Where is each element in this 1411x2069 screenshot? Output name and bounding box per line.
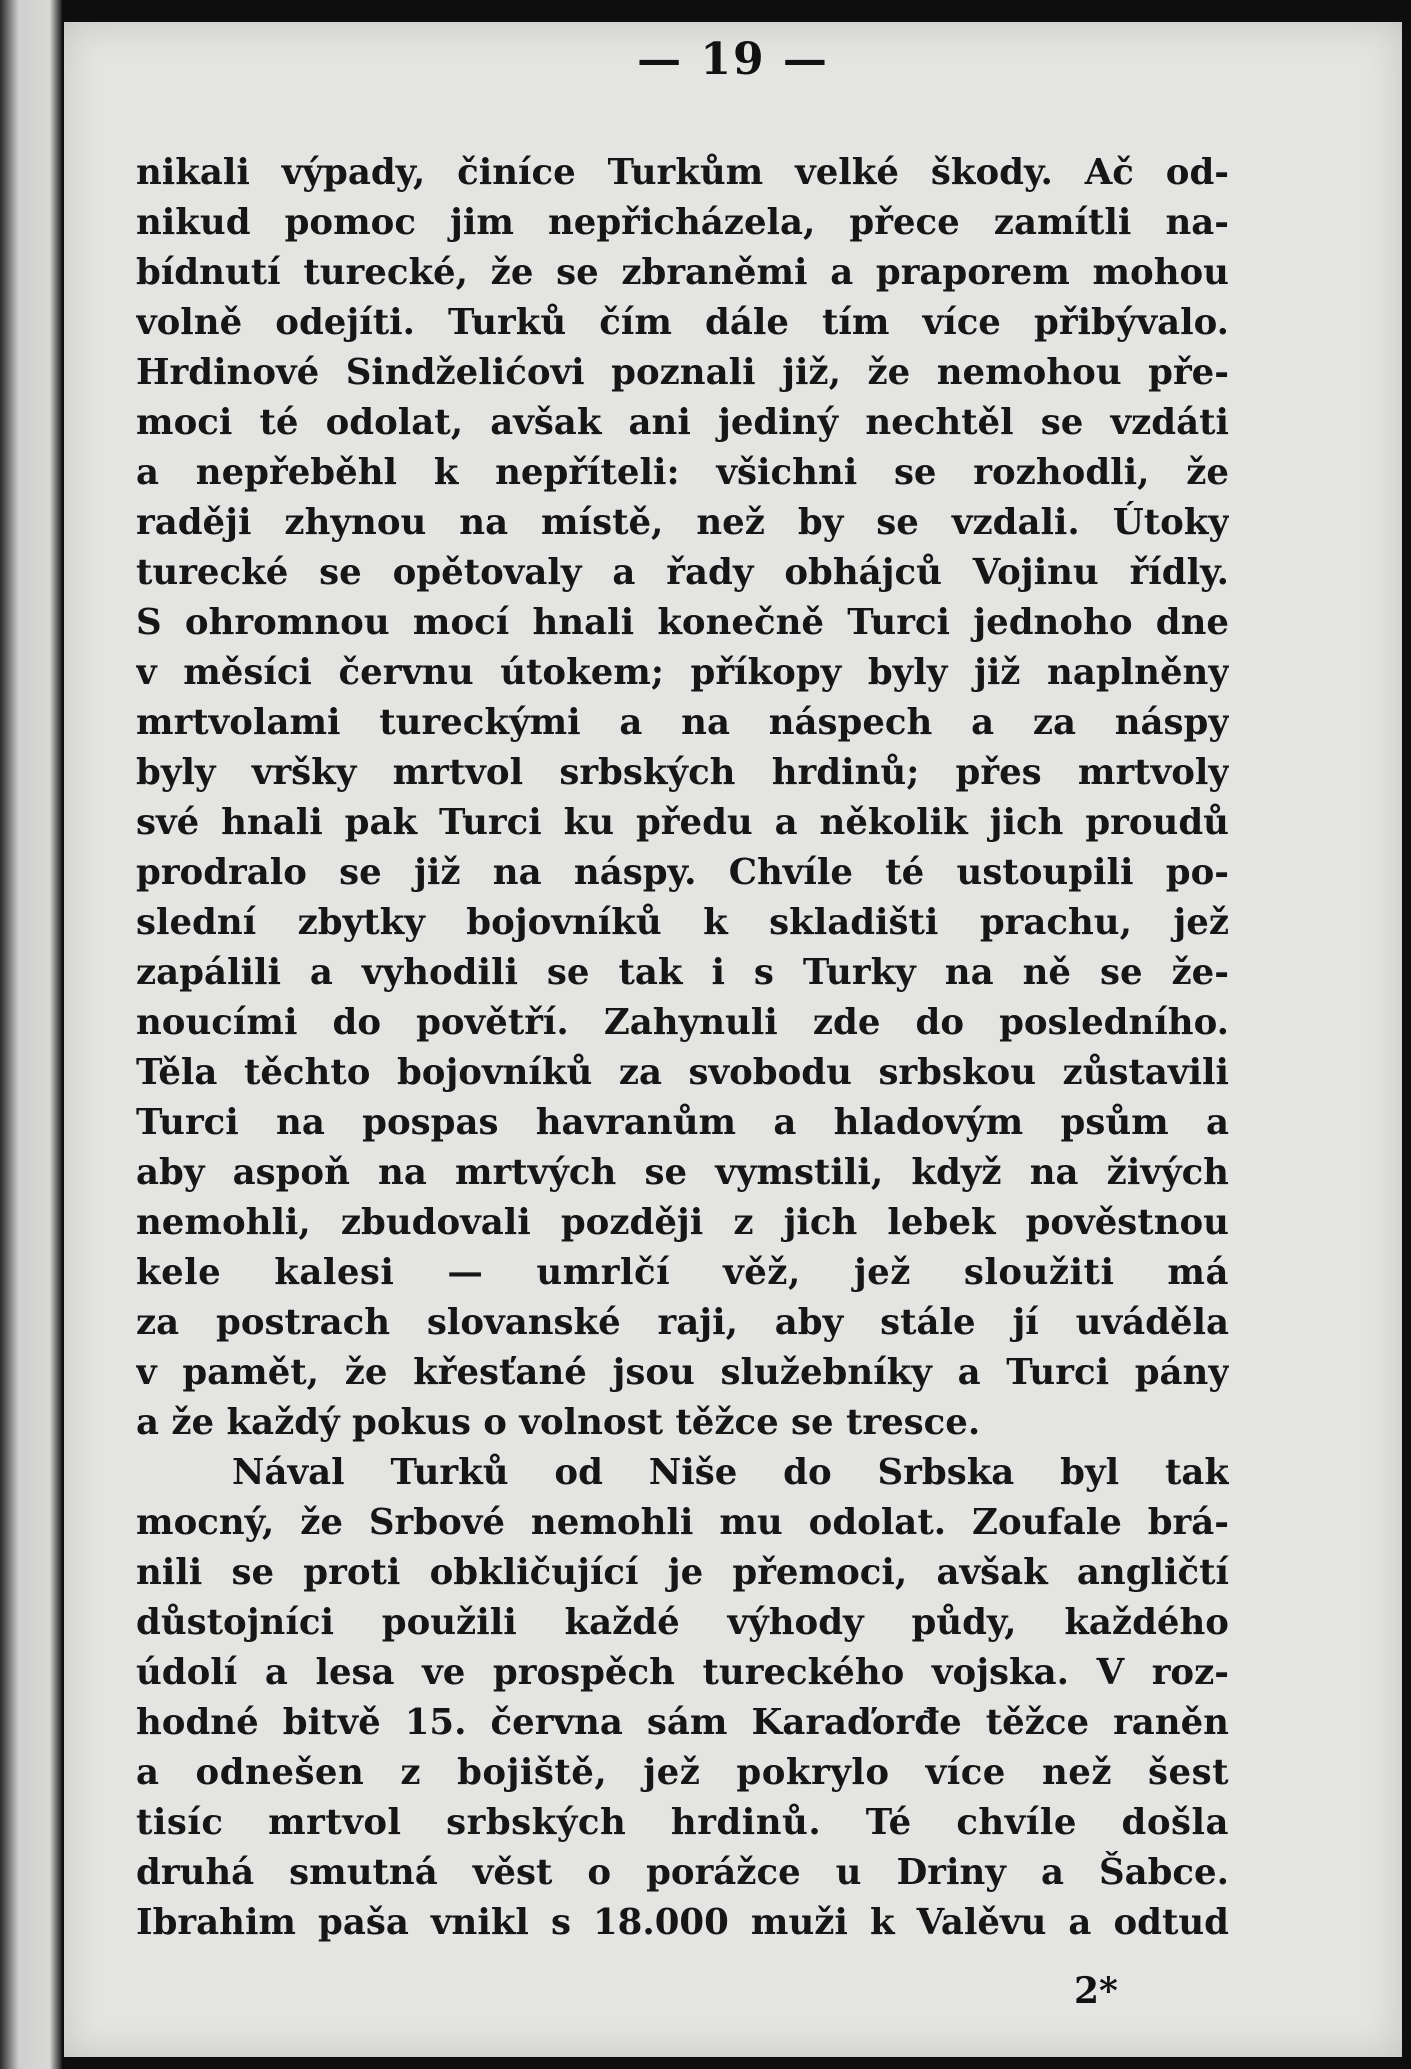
page-number-header: — 19 — — [637, 34, 829, 85]
text-line: volně odejíti. Turků čím dále tím více přibývalo. — [136, 302, 1229, 343]
text-line: Hrdinové Sindželićovi poznali již, že nemohou pře- — [136, 352, 1229, 393]
text-line: a že každý pokus o volnost těžce se tresce. — [136, 1402, 981, 1443]
text-line: a odnešen z bojiště, jež pokrylo více než šest — [136, 1752, 1229, 1793]
text-line: zapálili a vyhodili se tak i s Turky na ně se že- — [136, 952, 1229, 993]
body-text — [136, 148, 1229, 1948]
text-line: Turci na pospas havranům a hladovým psům a — [136, 1102, 1229, 1143]
text-line: raději zhynou na místě, než by se vzdali. Útoky — [136, 502, 1229, 543]
text-line: mrtvolami tureckými a na náspech a za náspy — [136, 702, 1229, 743]
text-line: nikud pomoc jim nepřicházela, přece zamítli na- — [136, 202, 1229, 243]
text-line: kele kalesi — umrlčí věž, jež sloužiti má — [136, 1252, 1229, 1293]
text-line: bídnutí turecké, že se zbraněmi a praporem mohou — [136, 252, 1229, 293]
text-line: v pamět, že křesťané jsou služebníky a Turci pány — [136, 1352, 1229, 1393]
text-line: druhá smutná věst o porážce u Driny a Šabce. — [136, 1852, 1229, 1893]
text-line: S ohromnou mocí hnali konečně Turci jednoho dne — [136, 602, 1229, 643]
text-line: mocný, že Srbové nemohli mu odolat. Zoufale brá- — [136, 1502, 1229, 1543]
text-line: důstojníci použili každé výhody půdy, každého — [136, 1602, 1229, 1643]
text-line: slední zbytky bojovníků k skladišti prachu, jež — [136, 902, 1229, 943]
text-line: nili se proti obkličující je přemoci, avšak angličtí — [136, 1552, 1229, 1593]
text-line: Těla těchto bojovníků za svobodu srbskou zůstavili — [136, 1052, 1229, 1093]
text-line: moci té odolat, avšak ani jediný nechtěl se vzdáti — [136, 402, 1229, 443]
text-line: aby aspoň na mrtvých se vymstili, když na živých — [136, 1152, 1229, 1193]
text-line: byly vršky mrtvol srbských hrdinů; přes mrtvoly — [136, 752, 1229, 793]
text-line: své hnali pak Turci ku předu a několik jich proudů — [136, 802, 1229, 843]
text-line: tisíc mrtvol srbských hrdinů. Té chvíle došla — [136, 1802, 1229, 1843]
text-line: turecké se opětovaly a řady obhájců Vojinu řídly. — [136, 552, 1229, 593]
text-line: za postrach slovanské raji, aby stále jí uváděla — [136, 1302, 1229, 1343]
text-line: prodralo se již na náspy. Chvíle té ustoupili po- — [136, 852, 1229, 893]
book-spine-strip — [0, 0, 62, 2069]
book-page — [64, 22, 1402, 2057]
text-line: hodné bitvě 15. června sám Karaďorđe těžce raněn — [136, 1702, 1229, 1743]
text-line: noucími do povětří. Zahynuli zde do posledního. — [136, 1002, 1229, 1043]
text-line: a nepřeběhl k nepříteli: všichni se rozhodli, že — [136, 452, 1229, 493]
text-line: údolí a lesa ve prospěch tureckého vojska. V roz- — [136, 1652, 1229, 1693]
text-line: Nával Turků od Niše do Srbska byl tak — [232, 1452, 1229, 1493]
text-line: Ibrahim paša vnikl s 18.000 muži k Valěvu a odtud — [136, 1902, 1229, 1943]
text-line: nemohli, zbudovali později z jich lebek pověstnou — [136, 1202, 1229, 1243]
text-line: v měsíci červnu útokem; příkopy byly již naplněny — [136, 652, 1229, 693]
text-line: nikali výpady, činíce Turkům velké škody. Ač od- — [136, 152, 1229, 193]
signature-mark: 2* — [1074, 1970, 1118, 2012]
